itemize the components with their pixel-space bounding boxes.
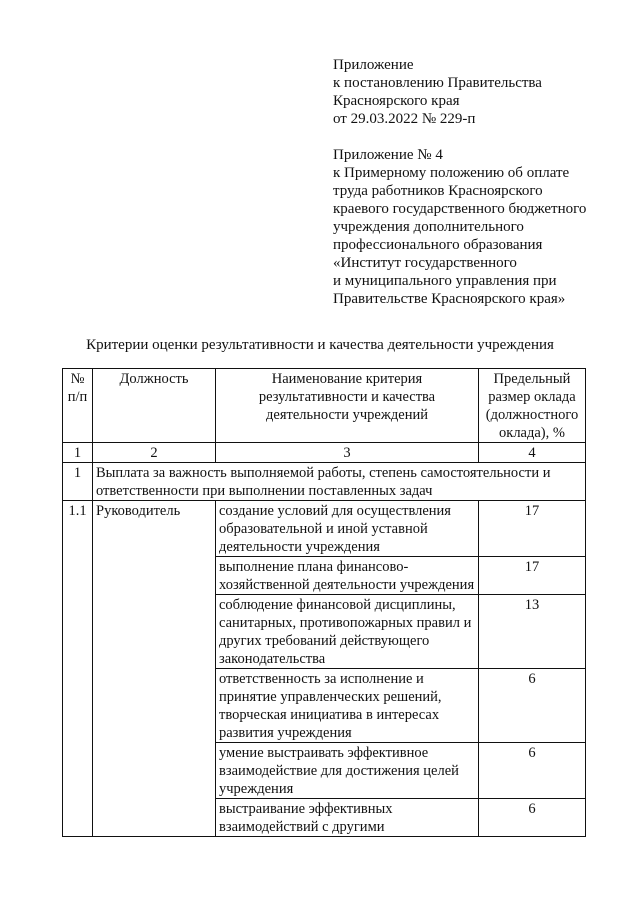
appendix-header bbox=[333, 56, 633, 308]
header-position: Должность bbox=[93, 369, 216, 443]
section-text: Выплата за важность выполняемой работы, степень самостоятельности и ответственности при выполнении поставленных задач bbox=[93, 463, 586, 501]
value-cell: 13 bbox=[479, 595, 586, 669]
appendix-line: от 29.03.2022 № 229-п bbox=[333, 111, 476, 127]
document-title: Критерии оценки результативности и качества деятельности учреждения bbox=[86, 337, 554, 353]
table-header-row bbox=[63, 369, 586, 443]
column-number: 4 bbox=[479, 443, 586, 463]
appendix-line: и муниципального управления при bbox=[333, 273, 557, 289]
appendix-line: Приложение bbox=[333, 57, 414, 73]
appendix-line: к постановлению Правительства bbox=[333, 75, 542, 91]
column-numbers-row bbox=[63, 443, 586, 463]
criterion-cell: умение выстраивать эффективное взаимодействие для достижения целей учреждения bbox=[216, 743, 479, 799]
appendix-line: Красноярского края bbox=[333, 93, 460, 109]
header-criterion: Наименование критерия результативности и качества деятельности учреждений bbox=[216, 369, 479, 443]
appendix-line: краевого государственного бюджетного bbox=[333, 201, 587, 217]
appendix-line: Приложение № 4 bbox=[333, 147, 443, 163]
criterion-cell: выстраивание эффективных взаимодействий с другими bbox=[216, 799, 479, 837]
criterion-cell: ответственность за исполнение и принятие управленческих решений, творческая инициатива в интересах развития учреждения bbox=[216, 669, 479, 743]
appendix-line: к Примерному положению об оплате bbox=[333, 165, 570, 181]
appendix-block-2 bbox=[333, 146, 633, 308]
criterion-cell: создание условий для осуществления образовательной и иной уставной деятельности учреждения bbox=[216, 501, 479, 557]
table-row bbox=[63, 501, 586, 557]
column-number: 1 bbox=[63, 443, 93, 463]
column-number: 3 bbox=[216, 443, 479, 463]
value-cell: 6 bbox=[479, 743, 586, 799]
criteria-table bbox=[62, 368, 586, 837]
appendix-line: профессионального образования bbox=[333, 237, 543, 253]
header-limit: Предельный размер оклада (должностного оклада), % bbox=[479, 369, 586, 443]
appendix-line: Правительстве Красноярского края» bbox=[333, 291, 566, 307]
section-row bbox=[63, 463, 586, 501]
value-cell: 6 bbox=[479, 669, 586, 743]
appendix-block-1 bbox=[333, 56, 633, 128]
criterion-cell: соблюдение финансовой дисциплины, санитарных, противопожарных правил и других требований действующего законодательства bbox=[216, 595, 479, 669]
appendix-line: «Институт государственного bbox=[333, 255, 517, 271]
appendix-line: учреждения дополнительного bbox=[333, 219, 524, 235]
header-num: № п/п bbox=[63, 369, 93, 443]
criterion-cell: выполнение плана финансово-хозяйственной деятельности учреждения bbox=[216, 557, 479, 595]
value-cell: 6 bbox=[479, 799, 586, 837]
column-number: 2 bbox=[93, 443, 216, 463]
appendix-line: труда работников Красноярского bbox=[333, 183, 543, 199]
value-cell: 17 bbox=[479, 557, 586, 595]
section-num: 1 bbox=[63, 463, 93, 501]
value-cell: 17 bbox=[479, 501, 586, 557]
subsection-num: 1.1 bbox=[63, 501, 93, 837]
subsection-position: Руководитель bbox=[93, 501, 216, 837]
